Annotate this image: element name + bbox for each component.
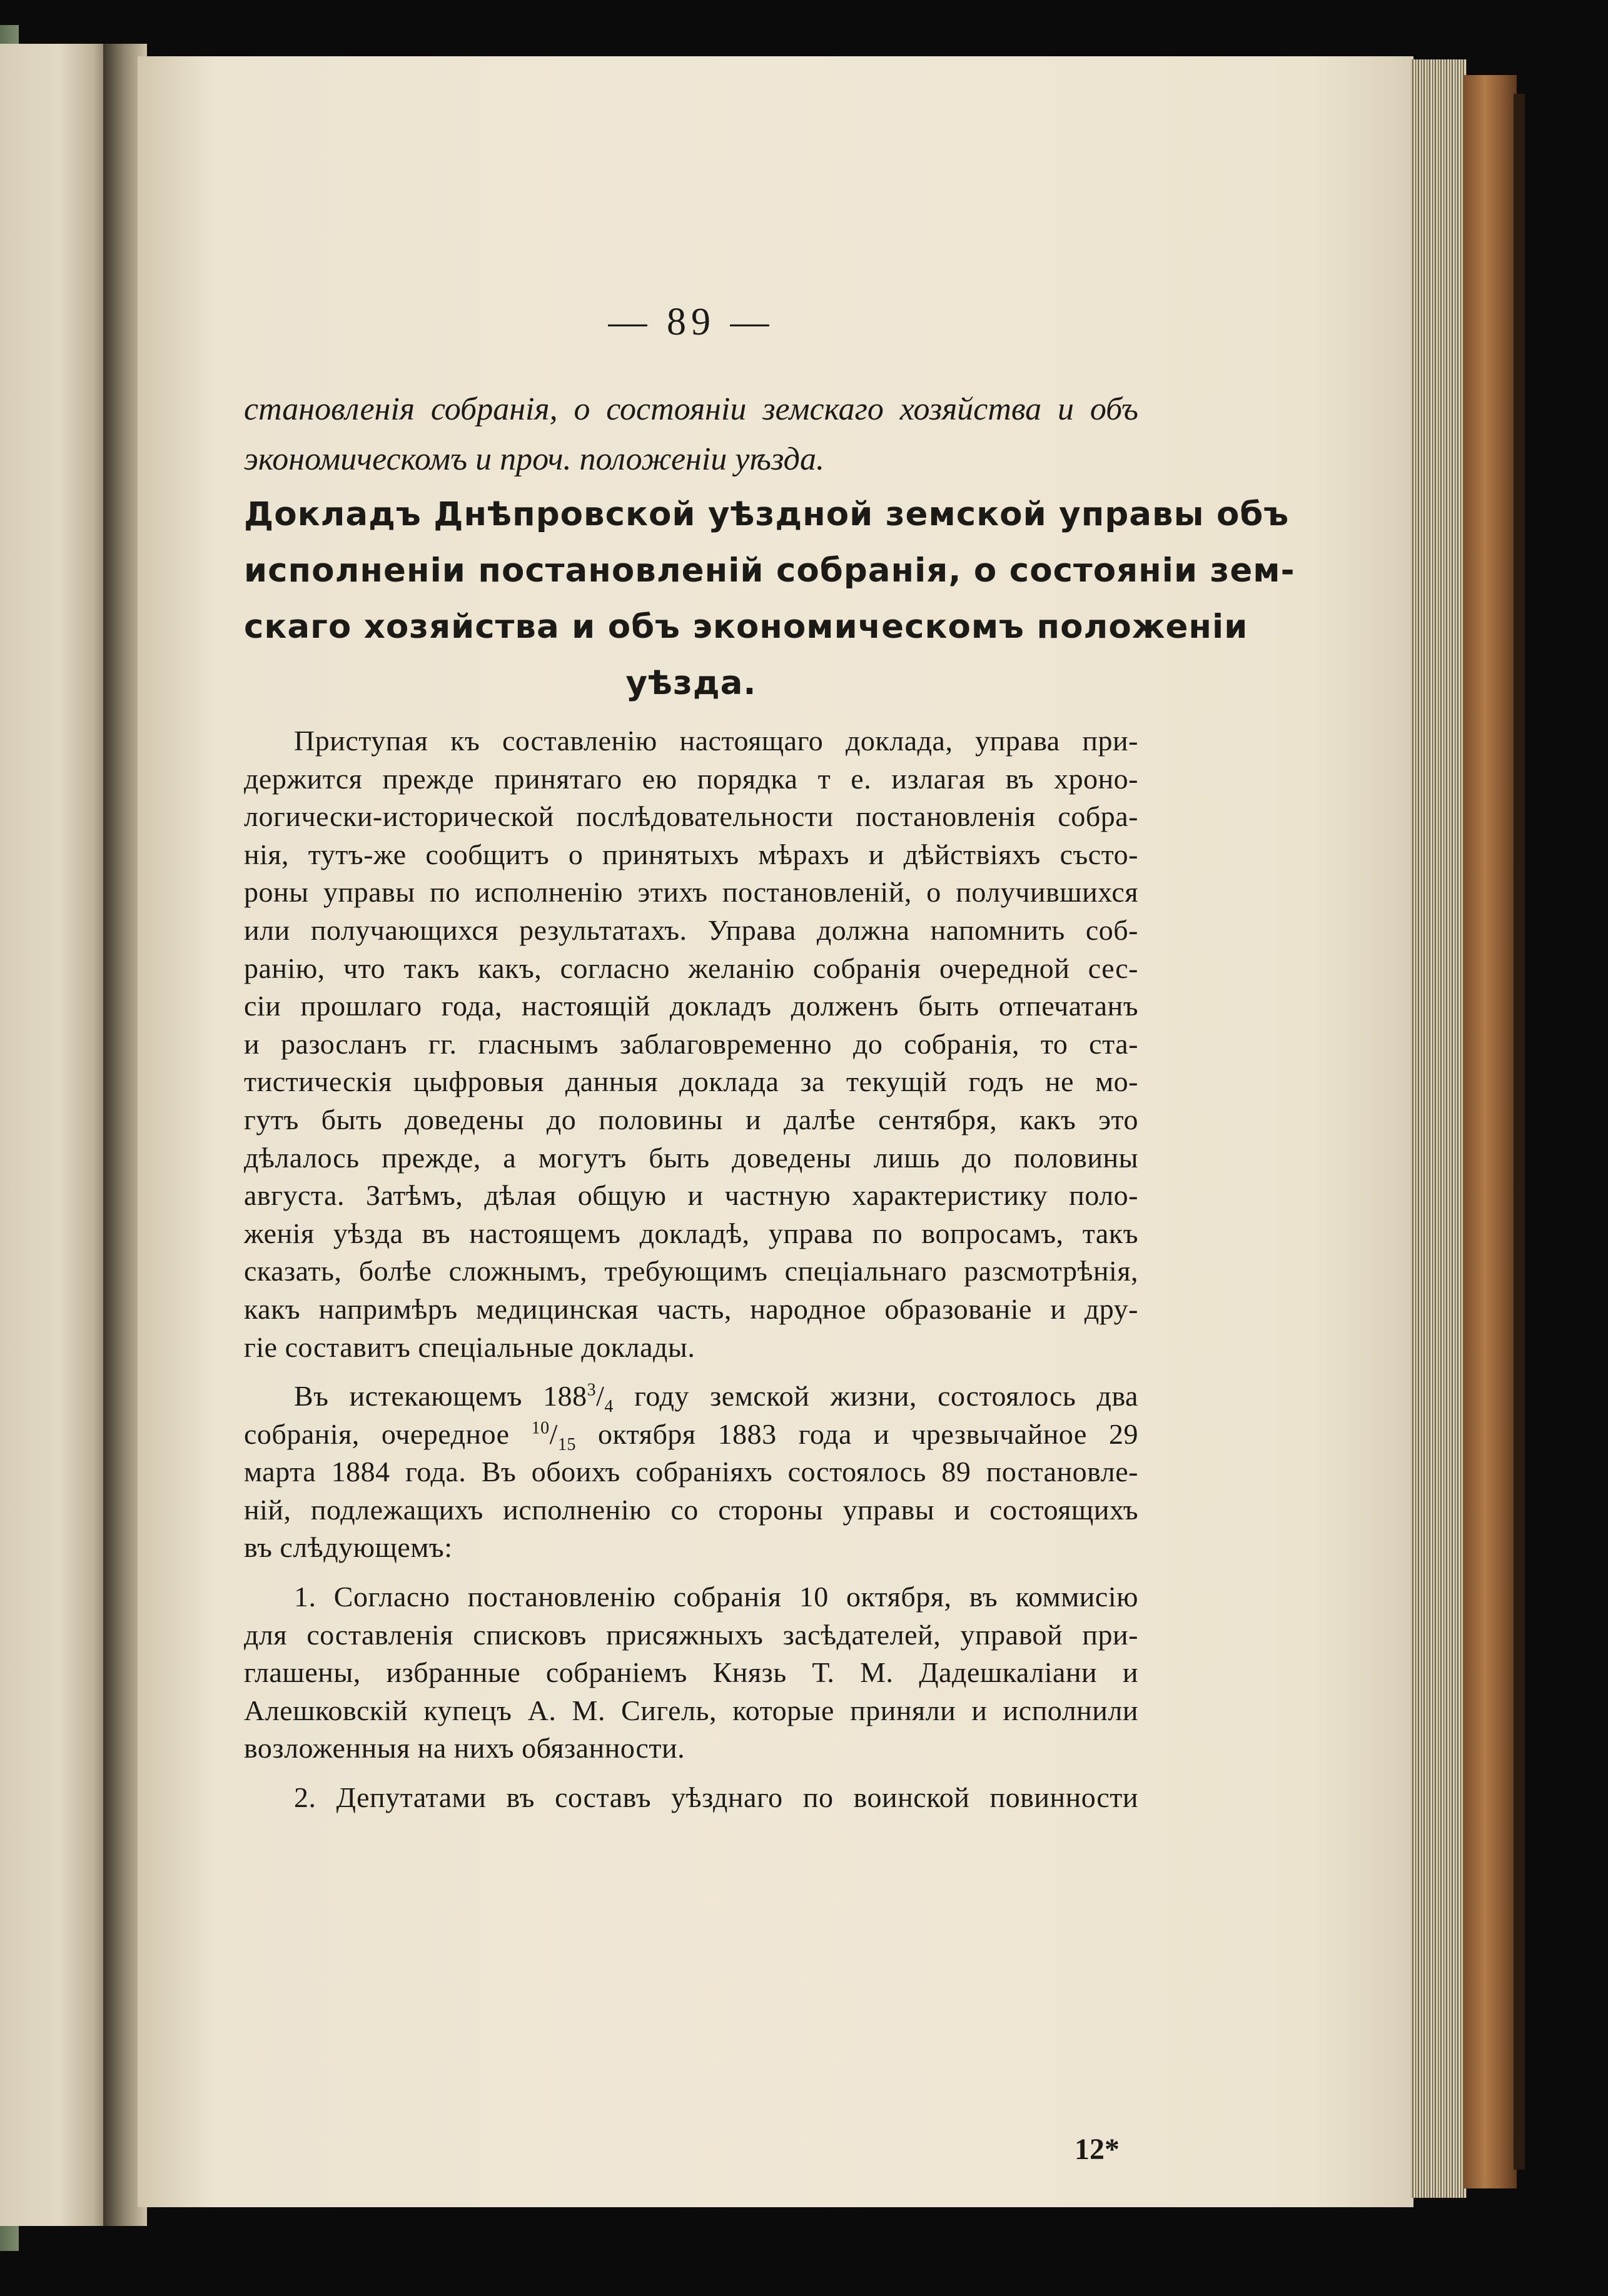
paragraph-line: августа. Затѣмъ, дѣлая общую и частную характеристику поло-	[244, 1179, 1138, 1212]
report-heading	[244, 486, 1295, 712]
body-text	[244, 722, 1138, 1817]
paragraph-line: Въ истекающемъ $188^3/_4$ году земской жизни, состоялось два	[294, 1380, 1138, 1417]
paragraph-line: женія уѣзда въ настоящемъ докладѣ, управа по вопросамъ, такъ	[244, 1217, 1138, 1249]
paragraph-line: роны управы по исполненію этихъ постановленій, о получившихся	[244, 876, 1138, 909]
paragraph-line: марта 1884 года. Въ обоихъ собраніяхъ состоялось 89 постановле-	[244, 1456, 1138, 1488]
paragraph-line: ній, подлежащихъ исполненію со стороны управы и состоящихъ	[244, 1493, 1138, 1526]
heading-line: исполненіи постановленій собранія, о состояніи зем-	[244, 551, 1295, 590]
heading-line: Докладъ Днѣпровской уѣздной земской управы объ	[244, 495, 1290, 533]
book-binding	[1464, 75, 1517, 2188]
paragraph-line: Алешковскій купецъ А. М. Сигель, которые приняли и исполнили	[244, 1694, 1138, 1726]
paragraph-line: держится прежде принятаго ею порядка т е. излагая въ хроно-	[244, 762, 1138, 795]
binding-edge	[1514, 94, 1525, 2170]
left-page	[0, 44, 106, 2226]
paragraph-line: ранію, что такъ какъ, согласно желанію собранія очередной сес-	[244, 952, 1138, 984]
continued-line: становленія собранія, о состояніи земскаго хозяйства и объ	[244, 391, 1138, 427]
paragraph-line: 1. Согласно постановленію собранія 10 октября, въ коммисію	[294, 1581, 1138, 1613]
paragraph-line: дѣлалось прежде, а могутъ быть доведены лишь до половины	[244, 1141, 1138, 1174]
paragraph-line: 2. Депутатами въ составъ уѣзднаго по воинской повинности	[294, 1781, 1138, 1814]
page-number: — 89 —	[608, 301, 774, 343]
paragraph-line: логически-исторической послѣдовательности постановленія собра-	[244, 800, 1138, 833]
paragraph-line: въ слѣдующемъ:	[244, 1531, 453, 1564]
paragraph-line: собранія, очередное $^{10}/_{15}$ октября 1883 года и чрезвычайное 29	[244, 1417, 1139, 1454]
heading-line: уѣзда.	[625, 664, 757, 702]
signature-mark: 12*	[1075, 2133, 1120, 2166]
heading-line: скаго хозяйства и объ экономическомъ положеніи	[244, 608, 1248, 646]
paragraph-line: гутъ быть доведены до половины и далѣе сентября, какъ это	[244, 1103, 1138, 1135]
paragraph-line: сказать, болѣе сложнымъ, требующимъ спеціальнаго разсмотрѣнія,	[244, 1255, 1138, 1287]
paragraph-line: тистическія цыфровыя данныя доклада за текущій годъ не мо-	[244, 1065, 1138, 1098]
paragraph-line: сіи прошлаго года, настоящій докладъ долженъ быть отпечатанъ	[244, 990, 1138, 1022]
paragraph-line: гіе составитъ спеціальные доклады.	[244, 1331, 695, 1363]
continued-line: экономическомъ и проч. положеніи уѣзда.	[244, 441, 824, 477]
paragraph-line: для составленія списковъ присяжныхъ засѣдателей, управой при-	[244, 1618, 1138, 1651]
page-edges	[1410, 59, 1467, 2198]
paragraph-line: возложенныя на нихъ обязанности.	[244, 1732, 685, 1765]
paragraph-line: Приступая къ составленію настоящаго доклада, управа при-	[294, 725, 1138, 757]
paragraph-line: и разосланъ гг. гласнымъ заблаговременно до собранія, то ста-	[244, 1027, 1138, 1060]
continued-title	[244, 385, 1138, 485]
paragraph-line: глашены, избранные собраніемъ Князь Т. М. Дадешкаліани и	[244, 1656, 1138, 1689]
paragraph-line: нія, тутъ-же сообщитъ о принятыхъ мѣрахъ и дѣйствіяхъ състо-	[244, 838, 1138, 870]
paragraph-line: какъ напримѣръ медицинская часть, народное образованіе и дру-	[244, 1292, 1138, 1325]
paragraph-line: или получающихся результатахъ. Управа должна напомнить соб-	[244, 914, 1138, 946]
